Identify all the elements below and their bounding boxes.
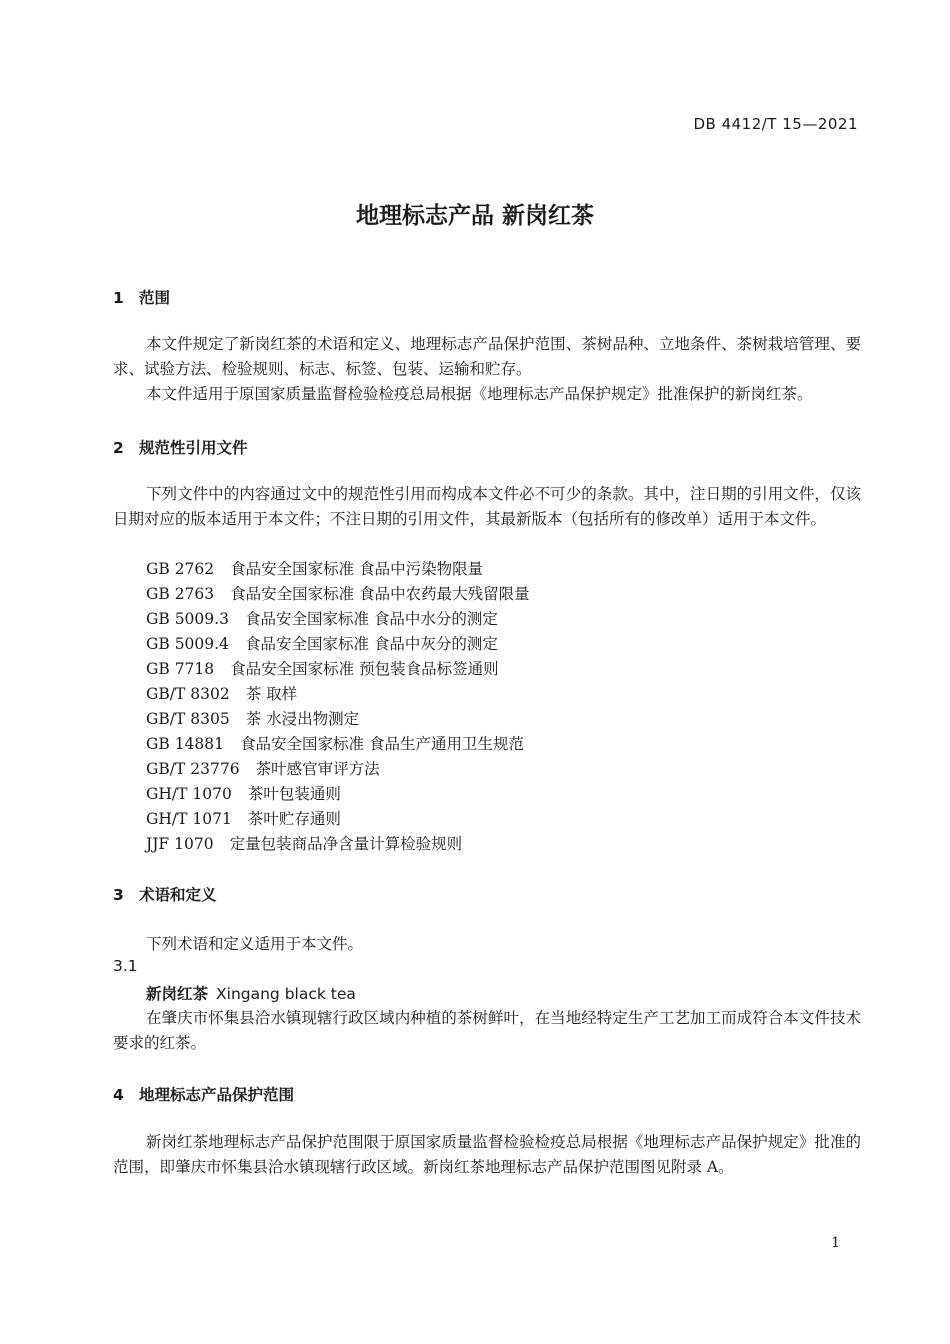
reference-item	[146, 832, 530, 857]
reference-item	[146, 732, 530, 757]
reference-item	[146, 557, 530, 582]
section-4-heading	[113, 1083, 294, 1105]
reference-title: 茶叶包装通则	[247, 785, 341, 803]
reference-code: GB 2762	[146, 560, 215, 578]
reference-code: GB 14881	[146, 735, 225, 753]
section-title: 规范性引用文件	[139, 439, 248, 457]
reference-item	[146, 582, 530, 607]
term-entry	[146, 982, 356, 1004]
term-definition: 在肇庆市怀集县洽水镇现辖行政区域内种植的茶树鲜叶，在当地经特定生产工艺加工而成符合本文件技术要求的红茶。	[113, 1009, 861, 1052]
reference-item	[146, 782, 530, 807]
section-number: 2	[113, 439, 124, 457]
reference-item	[146, 657, 530, 682]
reference-item	[146, 807, 530, 832]
term-english: Xingang black tea	[216, 985, 356, 1003]
scope-paragraph-1: 本文件规定了新岗红茶的术语和定义、地理标志产品保护范围、茶树品种、立地条件、茶树栽培管理、要求、试验方法、检验规则、标志、标签、包装、运输和贮存。	[113, 335, 861, 378]
reference-title: 食品安全国家标准 食品生产通用卫生规范	[240, 735, 524, 753]
document-title: 地理标志产品 新岗红茶	[355, 203, 594, 229]
term-number: 3.1	[113, 957, 138, 975]
reference-title: 食品安全国家标准 预包装食品标签通则	[230, 660, 499, 678]
reference-code: GB 5009.4	[146, 635, 229, 653]
reference-item	[146, 607, 530, 632]
reference-item	[146, 632, 530, 657]
reference-item	[146, 707, 530, 732]
terms-intro: 下列术语和定义适用于本文件。	[146, 935, 364, 953]
reference-code: GH/T 1070	[146, 785, 232, 803]
reference-code: GH/T 1071	[146, 810, 232, 828]
reference-title: 定量包装商品净含量计算检验规则	[229, 835, 463, 853]
section-number: 4	[113, 1086, 124, 1104]
reference-title: 茶 取样	[245, 685, 298, 703]
reference-title: 食品安全国家标准 食品中水分的测定	[244, 610, 498, 628]
reference-title: 食品安全国家标准 食品中农药最大残留限量	[230, 585, 530, 603]
section-1-heading	[113, 286, 170, 308]
reference-code: GB 2763	[146, 585, 215, 603]
standard-code: DB 4412/T 15—2021	[693, 115, 858, 133]
reference-item	[146, 757, 530, 782]
section-2-heading	[113, 436, 248, 458]
section-title: 地理标志产品保护范围	[139, 1086, 295, 1104]
normative-references-intro: 下列文件中的内容通过文中的规范性引用而构成本文件必不可少的条款。其中，注日期的引用文件，仅该日期对应的版本适用于本文件；不注日期的引用文件，其最新版本（包括所有的修改单）适用于本文件。	[113, 485, 861, 528]
reference-code: GB 5009.3	[146, 610, 229, 628]
reference-title: 茶 水浸出物测定	[245, 710, 360, 728]
section-title: 术语和定义	[139, 886, 217, 904]
section-title: 范围	[139, 289, 171, 307]
reference-title: 食品安全国家标准 食品中灰分的测定	[244, 635, 498, 653]
section-3-heading	[113, 883, 217, 905]
reference-title: 茶叶感官审评方法	[255, 760, 380, 778]
protection-scope-paragraph: 新岗红茶地理标志产品保护范围限于原国家质量监督检验检疫总局根据《地理标志产品保护规定》批准的范围，即肇庆市怀集县洽水镇现辖行政区域。新岗红茶地理标志产品保护范围图见附录 A。	[113, 1133, 861, 1176]
reference-code: GB/T 23776	[146, 760, 240, 778]
section-number: 3	[113, 886, 124, 904]
reference-item	[146, 682, 530, 707]
reference-code: JJF 1070	[146, 835, 214, 853]
reference-code: GB 7718	[146, 660, 215, 678]
scope-paragraph-2: 本文件适用于原国家质量监督检验检疫总局根据《地理标志产品保护规定》批准保护的新岗红茶。	[146, 385, 813, 403]
reference-code: GB/T 8305	[146, 710, 230, 728]
page-number: 1	[831, 1235, 840, 1251]
reference-title: 茶叶贮存通则	[247, 810, 341, 828]
section-number: 1	[113, 289, 124, 307]
reference-title: 食品安全国家标准 食品中污染物限量	[230, 560, 484, 578]
reference-code: GB/T 8302	[146, 685, 230, 703]
term-chinese: 新岗红茶	[146, 985, 209, 1003]
reference-list	[146, 557, 530, 857]
